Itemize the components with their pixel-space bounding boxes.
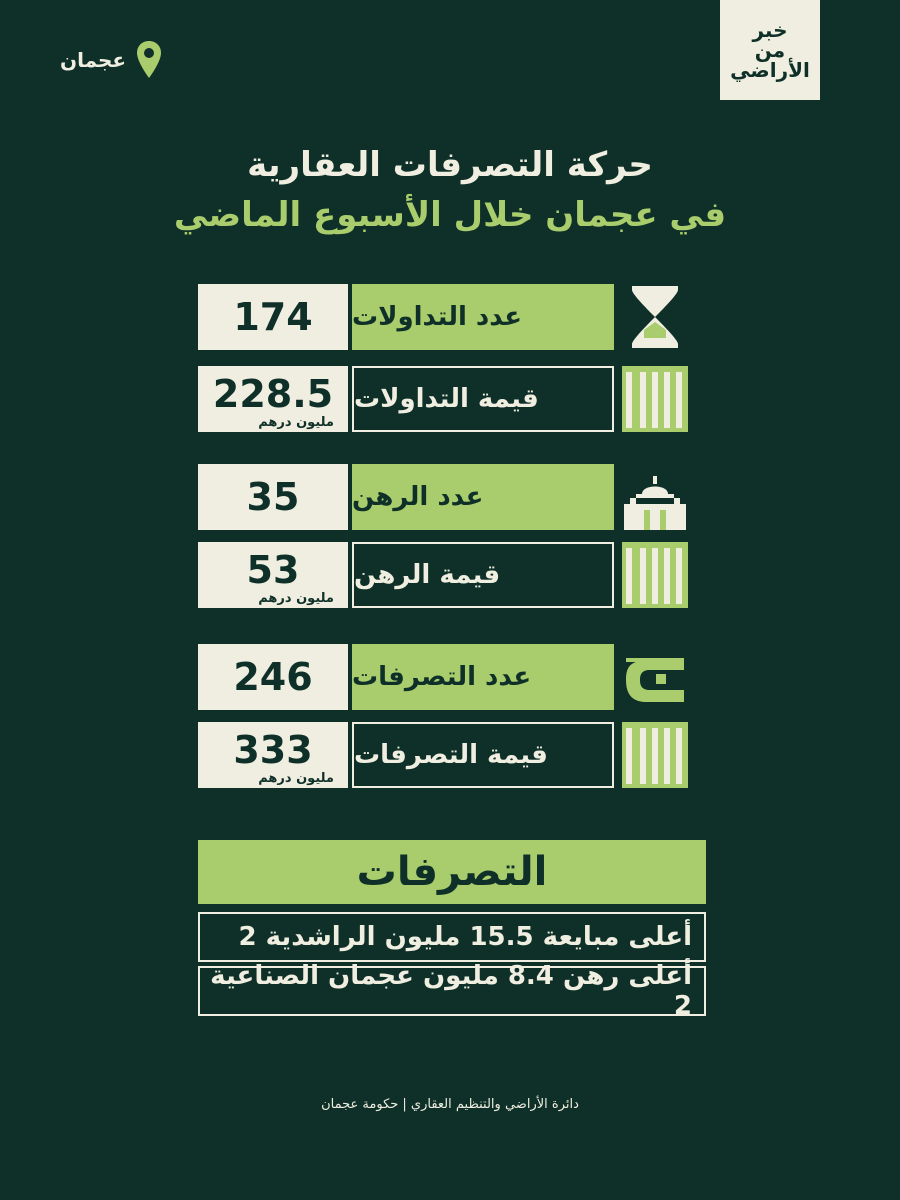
location-label: عجمان	[60, 48, 127, 72]
mortgage-count-value: 35	[246, 475, 300, 519]
hourglass-icon	[622, 284, 688, 350]
mortgage-count-label: عدد الرهن	[352, 464, 614, 530]
logo-line-1: خبر	[752, 18, 788, 42]
transactions-value-box	[198, 722, 348, 788]
trades-count-box	[198, 284, 348, 350]
transactions-value-value: 333	[233, 727, 313, 772]
trades-value-unit: مليون درهم	[258, 414, 334, 430]
money-bars-icon	[622, 542, 688, 608]
brand-logo	[720, 0, 820, 100]
transactions-count-box	[198, 644, 348, 710]
highlight-top-mortgage: أعلى رهن 8.4 مليون عجمان الصناعية 2	[198, 966, 706, 1016]
mortgage-value-unit: مليون درهم	[258, 590, 334, 606]
mortgage-value-box	[198, 542, 348, 608]
footer-credit: دائرة الأراضي والتنظيم العقاري | حكومة عجمان	[321, 1097, 579, 1112]
trades-value-label: قيمة التداولات	[352, 366, 614, 432]
mortgage-value-label: قيمة الرهن	[352, 542, 614, 608]
trades-value-value: 228.5	[212, 371, 334, 416]
letter-jeem-icon	[622, 644, 688, 710]
page-subtitle: في عجمان خلال الأسبوع الماضي	[173, 195, 727, 235]
money-bars-icon	[622, 366, 688, 432]
highlight-top-sale: أعلى مبايعة 15.5 مليون الراشدية 2	[198, 912, 706, 962]
location-tag	[60, 40, 162, 80]
trades-count-value: 174	[233, 295, 313, 339]
page-title: حركة التصرفات العقارية	[247, 145, 653, 185]
transactions-count-label: عدد التصرفات	[352, 644, 614, 710]
transactions-count-value: 246	[233, 655, 313, 699]
logo-line-3: الأراضي	[730, 58, 810, 82]
mortgage-count-box	[198, 464, 348, 530]
trades-count-label: عدد التداولات	[352, 284, 614, 350]
location-pin-icon	[136, 40, 162, 80]
trades-value-box	[198, 366, 348, 432]
building-dome-icon	[622, 464, 688, 530]
money-bars-icon	[622, 722, 688, 788]
transactions-heading: التصرفات	[198, 840, 706, 904]
transactions-value-label: قيمة التصرفات	[352, 722, 614, 788]
logo-line-2: من	[754, 38, 786, 62]
mortgage-value-value: 53	[246, 547, 300, 592]
transactions-value-unit: مليون درهم	[258, 770, 334, 786]
